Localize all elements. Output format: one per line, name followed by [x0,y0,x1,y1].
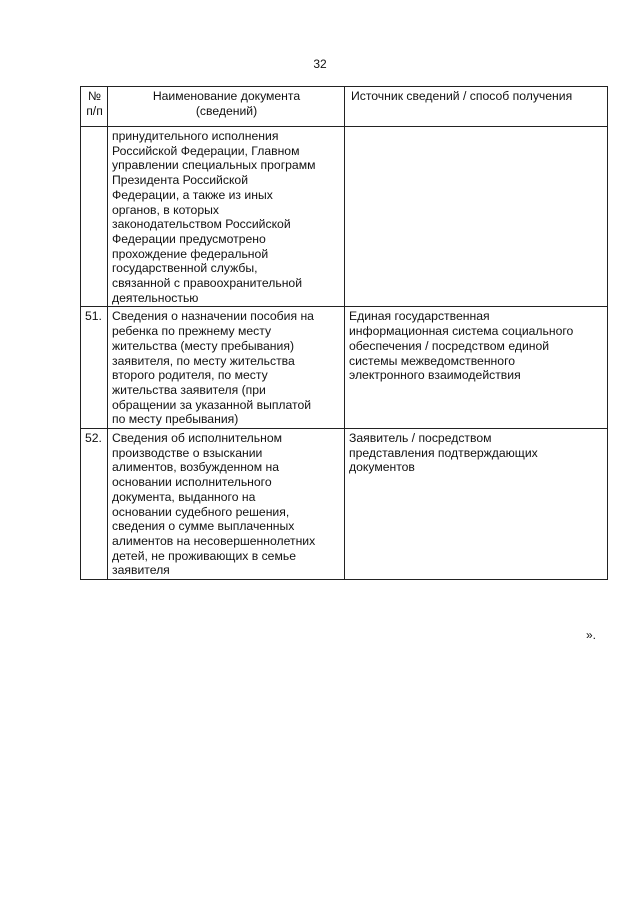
document-name-cell [108,127,345,307]
document-name-cell [108,307,345,429]
header-number-line: № [87,89,102,103]
header-source-line: Источник сведений / способ получения [351,89,573,103]
document-name-line: управлении специальных программ [112,158,316,173]
document-name-line: Сведения о назначении пособия на [112,309,314,324]
source-line: обеспечения / посредством единой [349,338,550,353]
document-name-line: Президента Российской [112,173,248,188]
document-name-line: жительства заявителя (при [112,382,266,397]
source-line: системы межведомственного [349,353,516,368]
header-name-line: (сведений) [195,103,258,118]
document-name-line: документа, выданного на [112,489,256,504]
document-name-line: Российской Федерации, Главном [112,143,300,158]
document-name-cell [108,429,345,580]
source-line: Заявитель / посредством [349,431,492,446]
header-number-line: п/п [86,103,103,118]
row-number [81,127,108,307]
document-name-line: жительства (месту пребывания) [112,338,294,353]
document-name-line: государственной службы, [112,261,258,276]
source-line: информационная система социального [349,324,574,339]
header-source [345,87,608,127]
document-name-line: алиментов, возбужденном на [112,460,279,475]
source-line: электронного взаимодействия [349,368,521,383]
document-name-line: Сведения об исполнительном [112,431,283,446]
document-name-line: Федерации, а также из иных [112,187,273,202]
document-name-line: детей, не проживающих в семье [112,548,296,563]
document-name-line: органов, в которых [112,202,219,217]
source-line: документов [349,460,415,475]
document-name-line: основании судебного решения, [112,504,290,519]
document-name-line: связанной с правоохранительной [112,276,303,291]
document-name-line: обращении за указанной выплатой [112,397,312,412]
header-number [81,87,108,127]
document-name-line: сведения о сумме выплаченных [112,519,295,534]
closing-quote: ». [586,628,597,642]
document-name-line: деятельностью [112,290,199,305]
document-name-line: основании исполнительного [112,475,272,490]
document-name-line: принудительного исполнения [112,129,279,143]
row-number: 51. [81,307,108,429]
document-name-line: по месту пребывания) [112,412,239,427]
document-name-line: заявителя, по месту жительства [112,353,295,368]
page-number: 32 [313,57,327,71]
document-name-line: Федерации предусмотрено [112,231,266,246]
document-name-line: ребенка по прежнему месту [112,324,272,339]
source-cell [345,307,608,429]
document-name-line: второго родителя, по месту [112,368,268,383]
header-name-line: Наименование документа [152,89,301,103]
source-cell [345,127,608,307]
source-line: Единая государственная [349,309,490,324]
document-name-line: алиментов на несовершеннолетних [112,533,316,548]
table-row [81,127,608,307]
document-name-line: законодательством Российской [112,217,291,232]
row-number: 52. [81,429,108,580]
source-cell [345,429,608,580]
source-line: представления подтверждающих [349,445,538,460]
documents-table [80,86,608,580]
table-header-row [81,87,608,127]
document-name-line: производстве о взыскании [112,445,263,460]
header-document-name [108,87,345,127]
document-name-line: прохождение федеральной [112,246,269,261]
table-row [81,307,608,429]
table-row [81,429,608,580]
document-name-line: заявителя [112,563,170,578]
